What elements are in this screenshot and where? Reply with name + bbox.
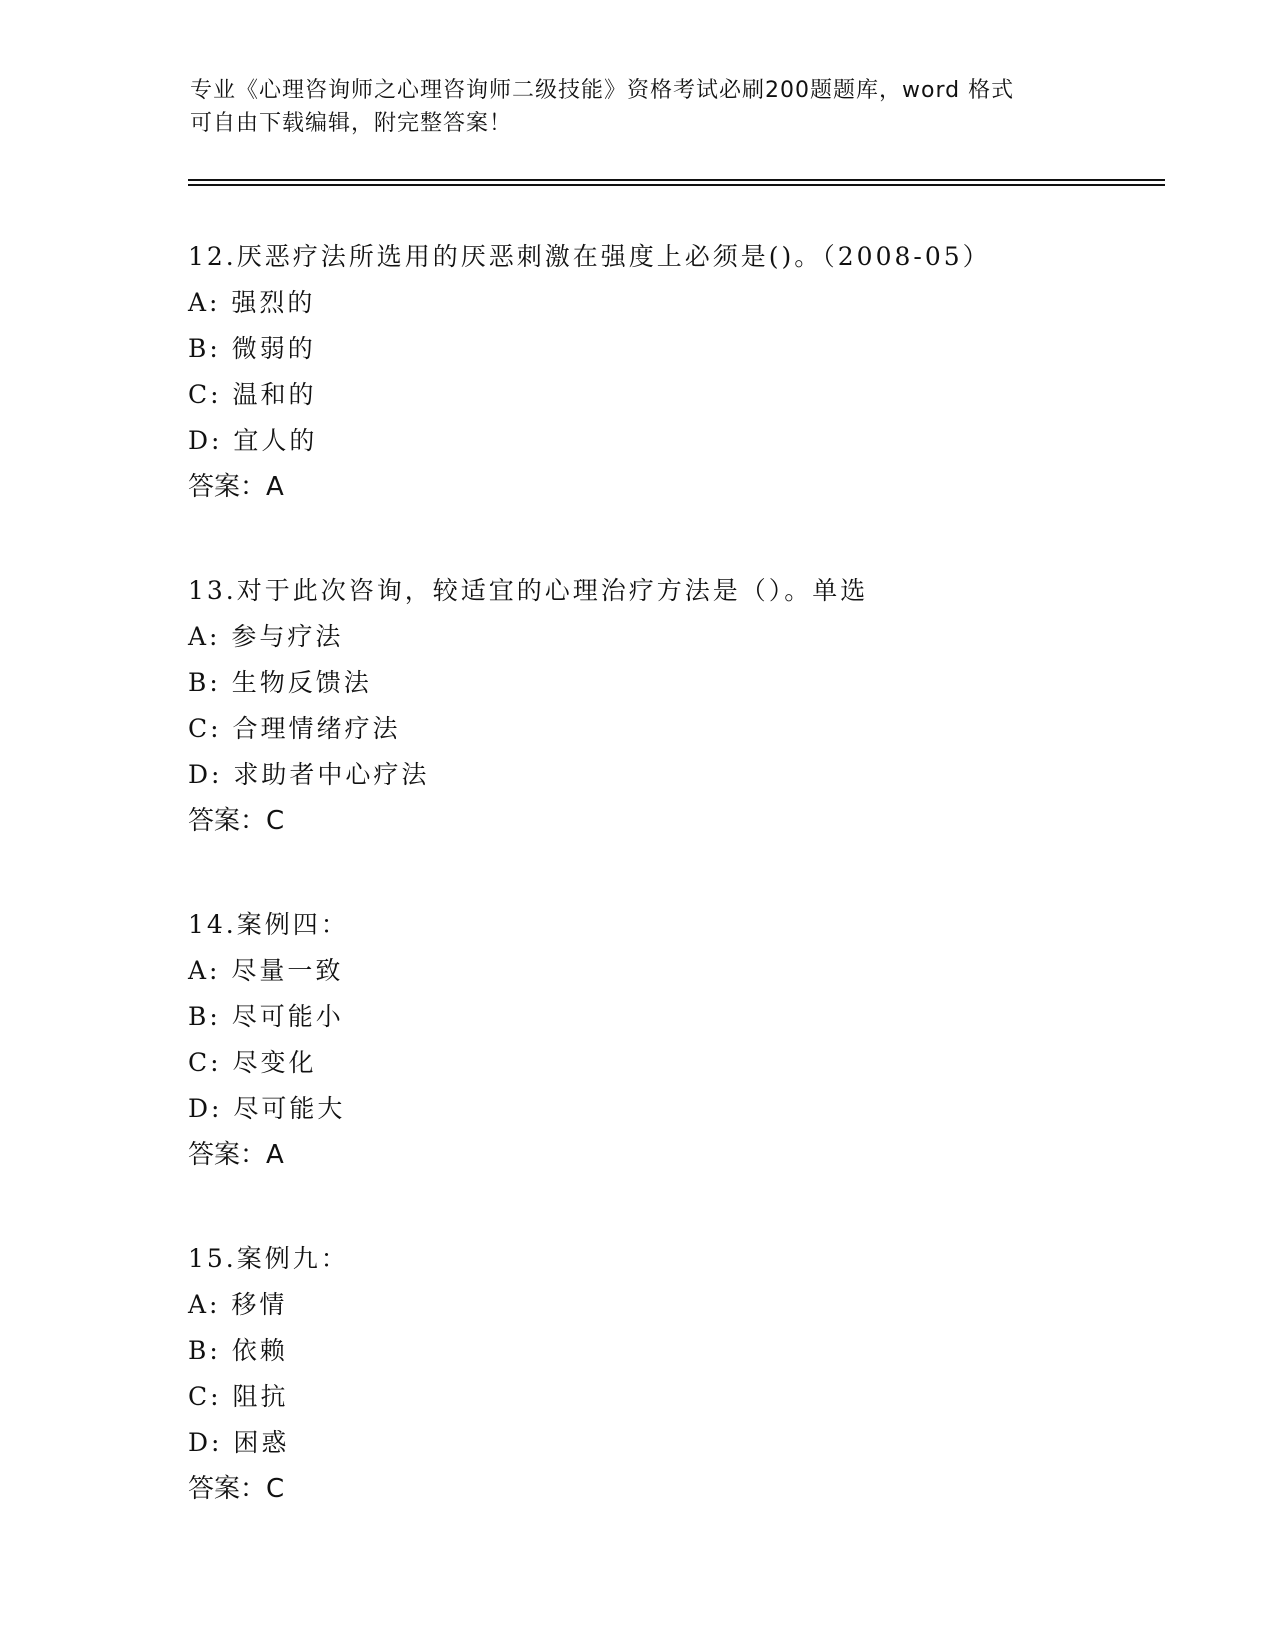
option-d: D: 求助者中心疗法 [188,760,430,789]
option-d: D: 困惑 [188,1428,290,1457]
option-a: A: 强烈的 [188,288,316,317]
answer-line: 答案：C [188,1474,285,1504]
question-title: 14.案例四： [188,910,349,939]
question-13 [188,568,1188,844]
option-b: B: 微弱的 [188,334,316,363]
option-b: B: 尽可能小 [188,1002,344,1031]
option-b: B: 依赖 [188,1336,288,1365]
document-header [190,74,1090,140]
option-c: C: 合理情绪疗法 [188,714,401,743]
option-c: C: 尽变化 [188,1048,317,1077]
question-14 [188,902,1188,1178]
option-c: C: 温和的 [188,380,317,409]
answer-line: 答案：C [188,806,285,836]
question-15 [188,1236,1188,1512]
option-d: D: 宜人的 [188,426,318,455]
option-a: A: 移情 [188,1290,288,1319]
option-c: C: 阻抗 [188,1382,289,1411]
option-d: D: 尽可能大 [188,1094,346,1123]
header-line-2: 可自由下载编辑，附完整答案！ [190,111,513,136]
answer-line: 答案：A [188,472,284,502]
question-title: 15.案例九： [188,1244,349,1273]
option-a: A: 参与疗法 [188,622,344,651]
question-list [188,234,1188,1570]
header-divider-top [188,179,1165,181]
question-title: 13.对于此次咨询，较适宜的心理治疗方法是（）。单选 [188,576,869,605]
question-title: 12.厌恶疗法所选用的厌恶刺激在强度上必须是()。（2008-05） [188,242,991,271]
option-a: A: 尽量一致 [188,956,344,985]
answer-line: 答案：A [188,1140,284,1170]
header-divider-bottom [188,184,1165,186]
option-b: B: 生物反馈法 [188,668,372,697]
header-line-1: 专业《心理咨询师之心理咨询师二级技能》资格考试必刷200题题库，word 格式 [190,78,1015,103]
question-12 [188,234,1188,510]
